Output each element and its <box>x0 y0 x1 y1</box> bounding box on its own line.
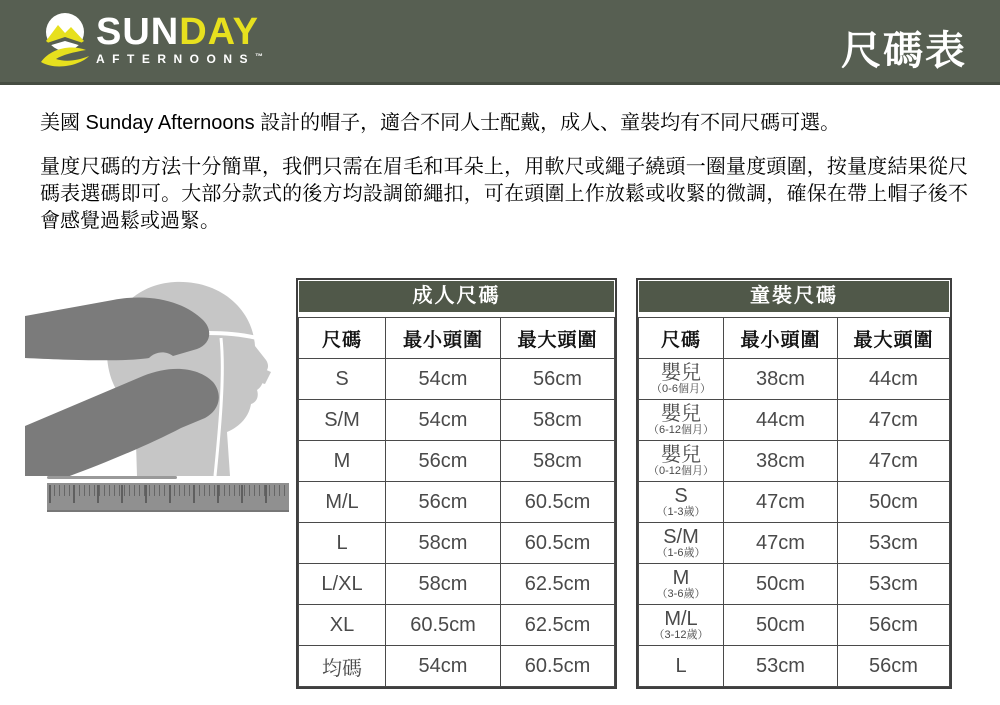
max-circumference-cell: 60.5cm <box>501 646 615 687</box>
max-circumference-cell: 60.5cm <box>501 523 615 564</box>
max-circumference-cell: 56cm <box>501 359 615 400</box>
min-circumference-cell: 38cm <box>724 359 838 400</box>
min-circumference-cell: 56cm <box>386 482 501 523</box>
column-header-min: 最小頭圍 <box>386 318 501 359</box>
size-label: L <box>675 655 687 677</box>
table-row <box>639 605 950 646</box>
size-cell <box>639 441 724 482</box>
table-row <box>299 359 615 400</box>
age-note: （0-6個月） <box>651 383 711 395</box>
size-cell: L/XL <box>299 564 386 605</box>
min-circumference-cell: 38cm <box>724 441 838 482</box>
age-note: （1-6歲） <box>656 547 706 559</box>
max-circumference-cell: 56cm <box>838 605 950 646</box>
min-circumference-cell: 53cm <box>724 646 838 687</box>
table-row <box>639 482 950 523</box>
size-cell <box>639 482 724 523</box>
max-circumference-cell: 58cm <box>501 441 615 482</box>
age-note: （6-12個月） <box>647 424 715 436</box>
size-label: S/M <box>663 526 699 548</box>
size-cell: XL <box>299 605 386 646</box>
size-cell: L <box>299 523 386 564</box>
table-row <box>299 605 615 646</box>
intro-paragraph-2: 量度尺碼的方法十分簡單，我們只需在眉毛和耳朵上，用軟尺或繩子繞頭一圈量度頭圍，按量度結果從尺碼表選碼即可。大部分款式的後方均設調節繩扣，可在頭圍上作放鬆或收緊的微調，確保在帶上帽子後不會感覺過鬆或過緊。 <box>40 156 968 232</box>
size-label: M <box>672 567 690 589</box>
ruler-graphic <box>47 483 289 512</box>
tape-measure-line <box>47 476 177 479</box>
logo-wordmark <box>96 11 263 53</box>
max-circumference-cell: 58cm <box>501 400 615 441</box>
size-cell <box>639 564 724 605</box>
max-circumference-cell: 50cm <box>838 482 950 523</box>
upper-hand-shape <box>25 297 209 360</box>
logo-day-text: DAY <box>179 11 259 53</box>
children-header-row <box>639 318 950 359</box>
max-circumference-cell: 47cm <box>838 441 950 482</box>
size-label: M/L <box>664 608 698 630</box>
adult-table-title: 成人尺碼 <box>299 281 614 312</box>
min-circumference-cell: 58cm <box>386 523 501 564</box>
adult-table-grid <box>298 317 615 687</box>
min-circumference-cell: 54cm <box>386 400 501 441</box>
min-circumference-cell: 47cm <box>724 482 838 523</box>
column-header-max: 最大頭圍 <box>501 318 615 359</box>
min-circumference-cell: 58cm <box>386 564 501 605</box>
table-row <box>299 441 615 482</box>
age-note: （1-3歲） <box>656 506 706 518</box>
table-row <box>639 359 950 400</box>
table-row <box>639 400 950 441</box>
sunday-afternoons-logo <box>38 11 263 69</box>
table-row <box>639 646 950 687</box>
size-cell <box>639 400 724 441</box>
adult-header-row <box>299 318 615 359</box>
max-circumference-cell: 44cm <box>838 359 950 400</box>
table-row <box>639 564 950 605</box>
max-circumference-cell: 62.5cm <box>501 564 615 605</box>
size-cell: S/M <box>299 400 386 441</box>
column-header-min: 最小頭圍 <box>724 318 838 359</box>
column-header-size: 尺碼 <box>299 318 386 359</box>
table-row <box>639 441 950 482</box>
size-cell: 均碼 <box>299 646 386 687</box>
column-header-size: 尺碼 <box>639 318 724 359</box>
age-note: （3-6歲） <box>656 588 706 600</box>
age-note: （0-12個月） <box>647 465 715 477</box>
age-note: （3-12歲） <box>653 629 709 641</box>
max-circumference-cell: 62.5cm <box>501 605 615 646</box>
adult-size-table <box>296 278 617 689</box>
table-row <box>299 482 615 523</box>
children-table-title: 童裝尺碼 <box>639 281 949 312</box>
logo-text <box>96 11 263 66</box>
min-circumference-cell: 50cm <box>724 564 838 605</box>
size-cell <box>639 605 724 646</box>
logo-afternoons-text: AFTERNOONS <box>96 52 255 66</box>
size-cell <box>639 523 724 564</box>
max-circumference-cell: 53cm <box>838 523 950 564</box>
min-circumference-cell: 60.5cm <box>386 605 501 646</box>
min-circumference-cell: 50cm <box>724 605 838 646</box>
size-cell <box>639 359 724 400</box>
table-row <box>299 400 615 441</box>
intro-paragraph-1: 美國 Sunday Afternoons 設計的帽子，適合不同人士配戴，成人、童裝均有不同尺碼可選。 <box>40 112 841 134</box>
size-label: 嬰兒 <box>661 403 701 425</box>
size-label: S <box>674 485 688 507</box>
children-size-table <box>636 278 952 689</box>
min-circumference-cell: 54cm <box>386 646 501 687</box>
trademark-symbol: ™ <box>255 52 263 61</box>
min-circumference-cell: 54cm <box>386 359 501 400</box>
size-label: 嬰兒 <box>661 362 701 384</box>
table-row <box>299 646 615 687</box>
size-label: 嬰兒 <box>661 444 701 466</box>
size-cell <box>639 646 724 687</box>
head-measurement-illustration <box>25 276 295 476</box>
table-row <box>299 564 615 605</box>
table-row <box>639 523 950 564</box>
header-bar <box>0 0 1000 85</box>
children-table-grid <box>638 317 950 687</box>
logo-sun-text: SUN <box>96 11 180 53</box>
size-cell: M <box>299 441 386 482</box>
max-circumference-cell: 56cm <box>838 646 950 687</box>
page-title: 尺碼表 <box>841 29 967 73</box>
max-circumference-cell: 60.5cm <box>501 482 615 523</box>
min-circumference-cell: 44cm <box>724 400 838 441</box>
column-header-max: 最大頭圍 <box>838 318 950 359</box>
size-cell: M/L <box>299 482 386 523</box>
sun-mountain-logo-icon <box>38 11 92 69</box>
max-circumference-cell: 47cm <box>838 400 950 441</box>
max-circumference-cell: 53cm <box>838 564 950 605</box>
logo-subtitle <box>96 52 263 66</box>
table-row <box>299 523 615 564</box>
min-circumference-cell: 47cm <box>724 523 838 564</box>
min-circumference-cell: 56cm <box>386 441 501 482</box>
size-cell: S <box>299 359 386 400</box>
